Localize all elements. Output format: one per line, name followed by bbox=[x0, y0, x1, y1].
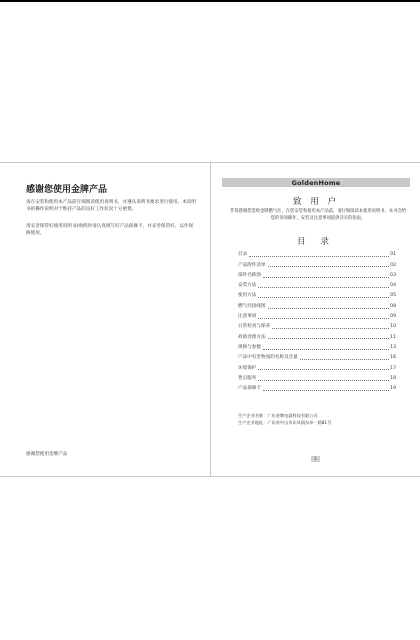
toc-leader-dots bbox=[258, 318, 389, 319]
toc-entry-page: 08 bbox=[390, 303, 396, 309]
toc-entry-page: 13 bbox=[390, 344, 396, 350]
toc-entry bbox=[238, 248, 396, 258]
toc-entry-page: 05 bbox=[390, 293, 396, 299]
toc-leader-dots bbox=[272, 328, 389, 329]
toc-entry-label: 部件名称图 bbox=[238, 272, 261, 278]
toc-entry bbox=[238, 361, 396, 371]
left-page-paragraph-2: 请妥善保管好使用说明书(购机时请认真填写好产品保修卡，并妥善保管好，以作保修使用。 bbox=[26, 224, 194, 237]
toc-entry-label: 安装方法 bbox=[238, 283, 257, 289]
manufacturer-name: 生产企业名称：广东金牌电器科技有限公司 bbox=[238, 413, 318, 418]
toc-entry-label: 产品中有害物质的名称及含量 bbox=[238, 355, 298, 361]
brand-header-bar bbox=[222, 178, 410, 187]
toc-heading: 目 录 bbox=[297, 237, 335, 247]
toc-entry-label: 注意事项 bbox=[238, 314, 257, 320]
toc-leader-dots bbox=[300, 359, 389, 360]
toc-entry-page: 18 bbox=[390, 375, 396, 381]
toc-entry-label: 规格与参数 bbox=[238, 344, 261, 350]
toc-entry-page: 01 bbox=[390, 252, 396, 258]
toc-entry-label: 日常检查与保养 bbox=[238, 324, 271, 330]
toc-leader-dots bbox=[258, 380, 389, 381]
manufacturer-info bbox=[238, 413, 331, 426]
left-page-title: 感谢您使用金牌产品 bbox=[26, 185, 108, 195]
toc-entry-page: 17 bbox=[390, 365, 396, 371]
toc-entry bbox=[238, 372, 396, 382]
toc-entry bbox=[238, 310, 396, 320]
toc-entry-label: 产品附件清单 bbox=[238, 262, 266, 268]
toc-entry bbox=[238, 320, 396, 330]
left-page-paragraph-1: 请在安装和使用本产品前仔细阅读使用说明书，并遵从说明书要求进行使用。本说明书的操作说明对于维持产品的良好工作状况十分重要。 bbox=[26, 200, 196, 213]
table-of-contents bbox=[238, 248, 396, 392]
toc-entry-label: 故障处理方法 bbox=[238, 334, 266, 340]
toc-entry-label: 目录 bbox=[238, 252, 248, 258]
toc-entry-page: 19 bbox=[390, 386, 396, 392]
page-number: 1 bbox=[311, 456, 320, 462]
toc-entry bbox=[238, 299, 396, 309]
toc-entry-label: 燃气灶接线图 bbox=[238, 303, 266, 309]
toc-leader-dots bbox=[263, 277, 389, 278]
toc-entry bbox=[238, 330, 396, 340]
toc-entry-page: 16 bbox=[390, 355, 396, 361]
toc-leader-dots bbox=[268, 266, 390, 267]
toc-entry bbox=[238, 382, 396, 392]
toc-entry bbox=[238, 351, 396, 361]
toc-entry-page: 10 bbox=[390, 324, 396, 330]
brand-logo-text: GoldenHome bbox=[291, 178, 341, 187]
toc-entry-page: 11 bbox=[390, 334, 396, 340]
toc-entry bbox=[238, 289, 396, 299]
to-user-heading: 致 用 户 bbox=[293, 197, 339, 207]
toc-entry bbox=[238, 269, 396, 279]
toc-leader-dots bbox=[258, 297, 389, 298]
toc-leader-dots bbox=[258, 369, 389, 370]
top-rule bbox=[0, 0, 420, 2]
toc-leader-dots bbox=[249, 256, 389, 257]
toc-entry bbox=[238, 258, 396, 268]
toc-entry-page: 09 bbox=[390, 314, 396, 320]
manufacturer-address: 生产企业地址：广东省中山市东凤镇东阜一路81号 bbox=[238, 419, 332, 425]
toc-leader-dots bbox=[268, 338, 390, 339]
spine-divider bbox=[210, 162, 211, 477]
intro-paragraph: 非常感谢您选购金牌燃气灶，在您安装和使用本产品前，请仔细阅读本使用说明书，本书会给您的各项操作、安装及注意事项提供详实的指南。 bbox=[229, 209, 407, 221]
toc-entry-label: 售后服务 bbox=[238, 375, 257, 381]
left-page-footer: 感谢您使用金牌产品 bbox=[26, 452, 68, 457]
toc-leader-dots bbox=[268, 308, 390, 309]
toc-entry-label: 使用方法 bbox=[238, 293, 257, 299]
toc-leader-dots bbox=[258, 287, 389, 288]
toc-leader-dots bbox=[263, 349, 389, 350]
toc-entry-page: 03 bbox=[390, 272, 396, 278]
toc-entry bbox=[238, 341, 396, 351]
toc-entry-label: 产品保修卡 bbox=[238, 386, 261, 392]
toc-entry-label: 环境保护 bbox=[238, 365, 257, 371]
toc-entry-page: 04 bbox=[390, 283, 396, 289]
toc-entry bbox=[238, 279, 396, 289]
toc-leader-dots bbox=[263, 390, 389, 391]
toc-entry-page: 02 bbox=[390, 262, 396, 268]
